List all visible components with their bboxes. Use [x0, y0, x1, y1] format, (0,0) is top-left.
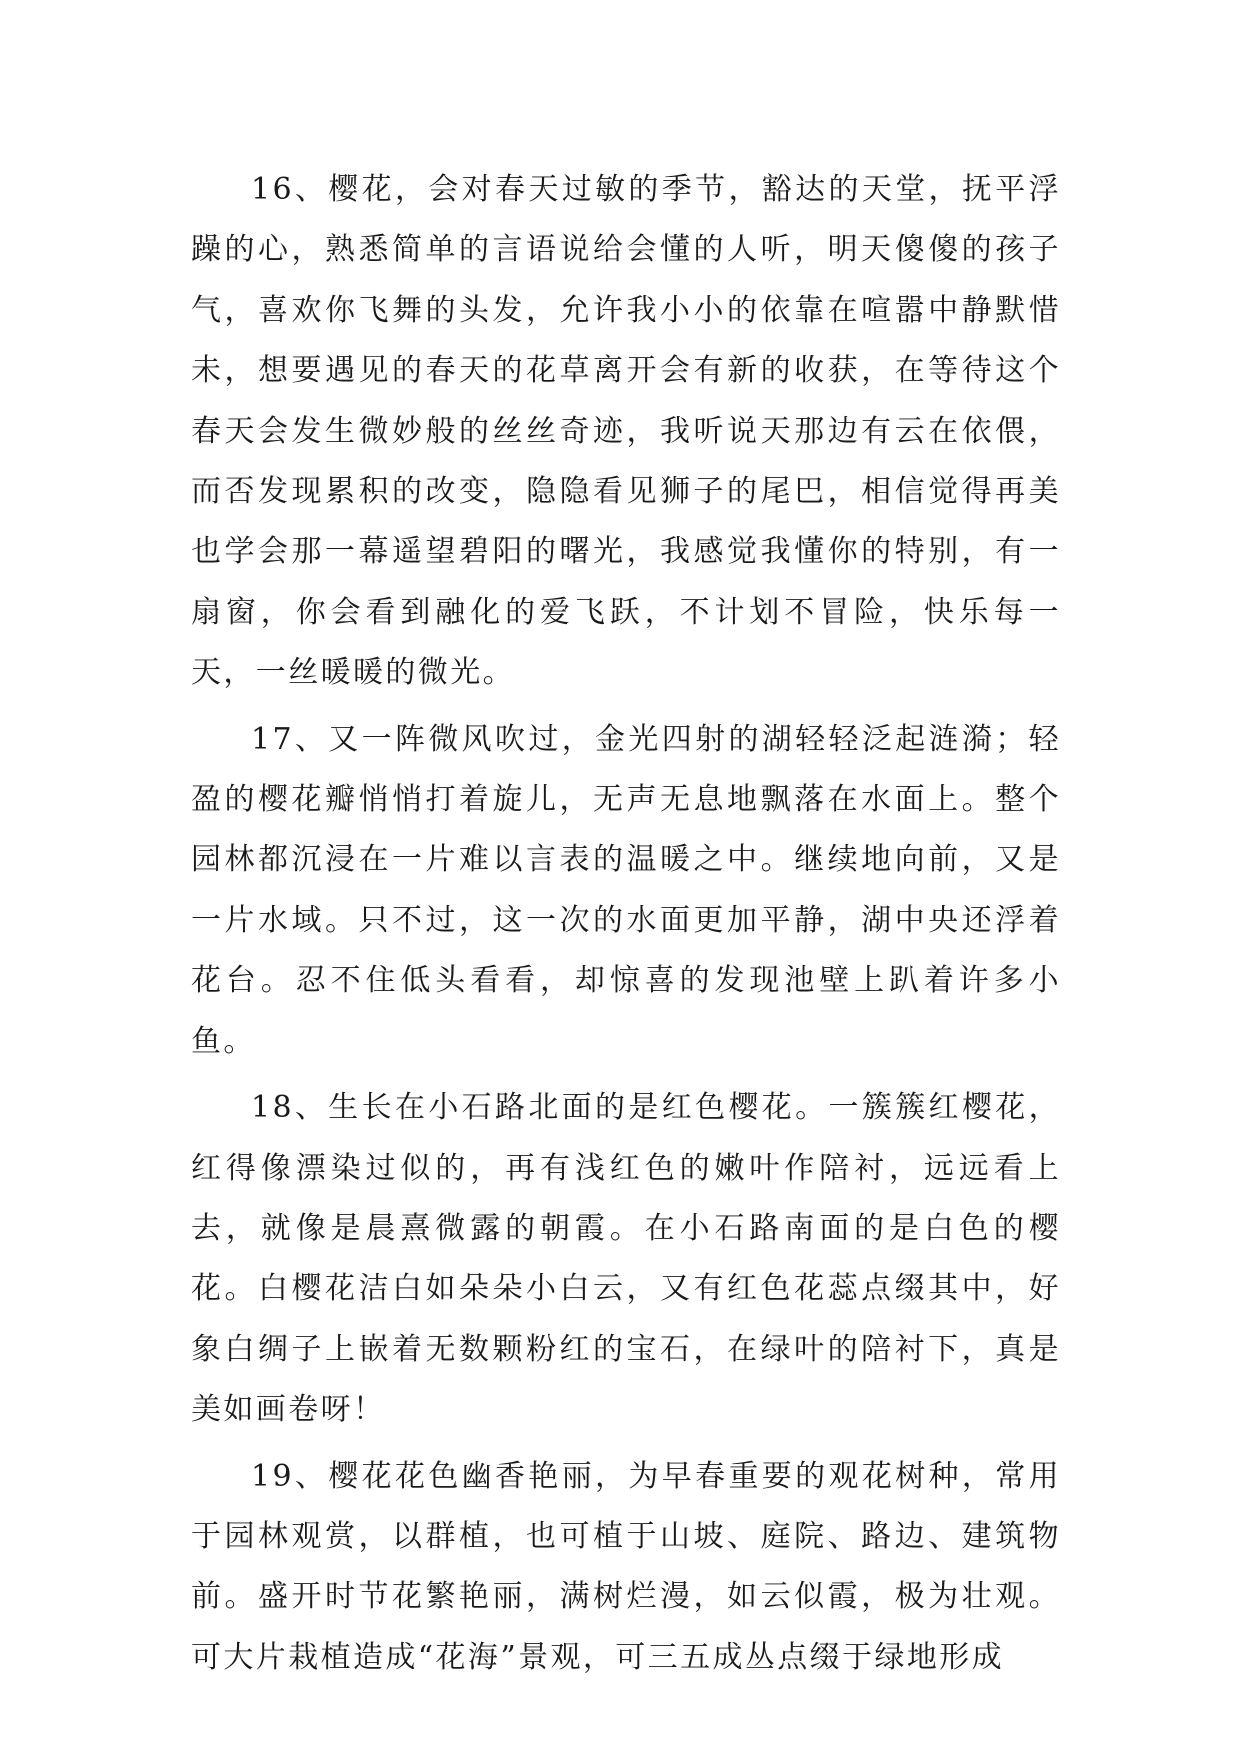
document-page [191, 160, 1061, 1694]
paragraph-17: 17、又一阵微风吹过，金光四射的湖轻轻泛起涟漪；轻盈的樱花瓣悄悄打着旋儿，无声无息地飘落在水面上。整个园林都沉浸在一片难以言表的温暖之中。继续地向前，又是一片水域。只不过，这一次的水面更加平静，湖中央还浮着花台。忍不住低头看看，却惊喜的发现池壁上趴着许多小鱼。 [191, 721, 1061, 1059]
paragraph-16: 16、樱花，会对春天过敏的季节，豁达的天堂，抚平浮躁的心，熟悉简单的言语说给会懂的人听，明天傻傻的孩子气，喜欢你飞舞的头发，允许我小小的依靠在喧嚣中静默惜未，想要遇见的春天的花草离开会有新的收获，在等待这个春天会发生微妙般的丝丝奇迹，我听说天那边有云在依偎，而否发现累积的改变，隐隐看见狮子的尾巴，相信觉得再美也学会那一幕遥望碧阳的曙光，我感觉我懂你的特别，有一扇窗，你会看到融化的爱飞跃，不计划不冒险，快乐每一天，一丝暖暖的微光。 [191, 172, 1061, 691]
paragraph-19: 19、樱花花色幽香艳丽，为早春重要的观花树种，常用于园林观赏，以群植，也可植于山坡、庭院、路边、建筑物前。盛开时节花繁艳丽，满树烂漫，如云似霞，极为壮观。可大片栽植造成“花海”景观，可三五成丛点缀于绿地形成 [191, 1458, 1061, 1675]
paragraph-18: 18、生长在小石路北面的是红色樱花。一簇簇红樱花，红得像漂染过似的，再有浅红色的嫩叶作陪衬，远远看上去，就像是晨熹微露的朝霞。在小石路南面的是白色的樱花。白樱花洁白如朵朵小白云，又有红色花蕊点缀其中，好象白绸子上嵌着无数颗粉红的宝石，在绿叶的陪衬下，真是美如画卷呀！ [191, 1090, 1061, 1428]
